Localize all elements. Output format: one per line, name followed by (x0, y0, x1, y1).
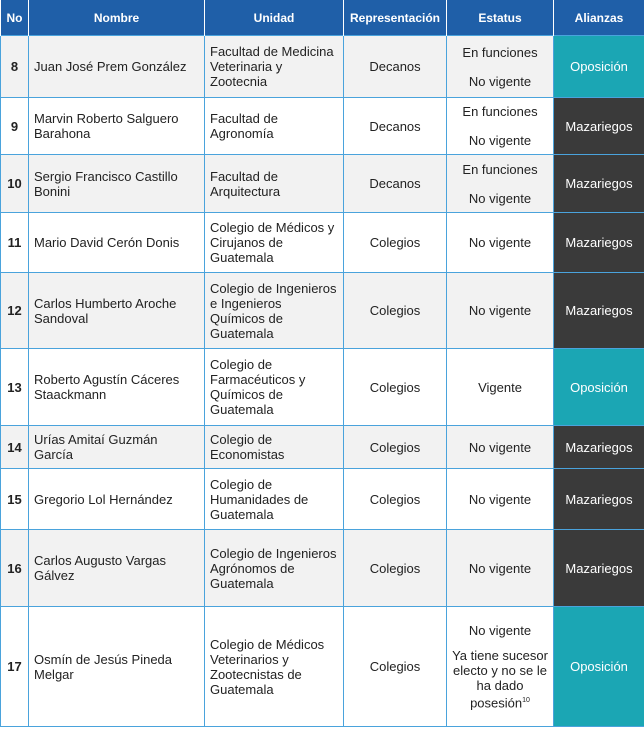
cell-representacion: Decanos (344, 98, 447, 155)
estatus-line: En funciones (462, 44, 538, 60)
cell-representacion: Colegios (344, 530, 447, 607)
table-row (1, 98, 644, 155)
estatus-line: Vigente (478, 379, 522, 395)
cell-unidad: Colegio de Ingenieros Agrónomos de Guatemala (205, 530, 344, 607)
cell-estatus (447, 273, 554, 349)
cell-no: 11 (1, 213, 29, 273)
cell-nombre: Carlos Humberto Aroche Sandoval (29, 273, 205, 349)
estatus-line: No vigente (468, 73, 532, 89)
estatus-line: No vigente (468, 133, 532, 148)
cell-representacion: Colegios (344, 426, 447, 469)
cell-unidad: Colegio de Humanidades de Guatemala (205, 469, 344, 530)
cell-representacion: Colegios (344, 469, 447, 530)
cell-nombre: Marvin Roberto Salguero Barahona (29, 98, 205, 155)
estatus-line: No vigente (468, 622, 532, 638)
estatus-line: No vigente (468, 560, 532, 576)
cell-alianza: Mazariegos (554, 155, 644, 213)
cell-unidad: Colegio de Economistas (205, 426, 344, 469)
cell-nombre: Mario David Cerón Donis (29, 213, 205, 273)
table-row (1, 213, 644, 273)
cell-representacion: Colegios (344, 273, 447, 349)
cell-nombre: Urías Amitaí Guzmán García (29, 426, 205, 469)
cell-alianza: Oposición (554, 349, 644, 426)
estatus-line: No vigente (468, 491, 532, 507)
cell-nombre: Roberto Agustín Cáceres Staackmann (29, 349, 205, 426)
estatus-line: No vigente (468, 235, 532, 250)
table-row (1, 36, 644, 98)
table-row (1, 349, 644, 426)
cell-estatus (447, 469, 554, 530)
cell-representacion: Colegios (344, 349, 447, 426)
header-estatus: Estatus (447, 0, 554, 36)
cell-estatus (447, 213, 554, 273)
table-row (1, 530, 644, 607)
table-row (1, 469, 644, 530)
header-row (1, 0, 644, 36)
cell-unidad: Facultad de Agronomía (205, 98, 344, 155)
cell-nombre: Sergio Francisco Castillo Bonini (29, 155, 205, 213)
cell-unidad: Colegio de Farmacéuticos y Químicos de Guatemala (205, 349, 344, 426)
cell-no: 16 (1, 530, 29, 607)
cell-nombre: Gregorio Lol Hernández (29, 469, 205, 530)
table-row (1, 273, 644, 349)
estatus-line: En funciones (462, 104, 538, 119)
cell-alianza: Mazariegos (554, 273, 644, 349)
cell-no: 17 (1, 607, 29, 727)
estatus-line: No vigente (468, 190, 532, 206)
header-alianzas: Alianzas (554, 0, 644, 36)
cell-no: 10 (1, 155, 29, 213)
cell-alianza: Mazariegos (554, 213, 644, 273)
cell-alianza: Mazariegos (554, 426, 644, 469)
cell-unidad: Colegio de Ingenieros e Ingenieros Químicos de Guatemala (205, 273, 344, 349)
header-no: No (1, 0, 29, 36)
cell-no: 13 (1, 349, 29, 426)
footnote-ref: 10 (522, 696, 530, 704)
cell-no: 15 (1, 469, 29, 530)
cell-representacion: Decanos (344, 36, 447, 98)
cell-alianza: Oposición (554, 36, 644, 98)
cell-no: 9 (1, 98, 29, 155)
cell-representacion: Colegios (344, 607, 447, 727)
cell-unidad: Colegio de Médicos Veterinarios y Zootecnistas de Guatemala (205, 607, 344, 727)
cell-unidad: Facultad de Arquitectura (205, 155, 344, 213)
cell-estatus (447, 98, 554, 155)
table-row (1, 155, 644, 213)
cell-alianza: Oposición (554, 607, 644, 727)
table-row (1, 607, 644, 727)
estatus-line: En funciones (462, 161, 538, 177)
cell-representacion: Decanos (344, 155, 447, 213)
cell-alianza: Mazariegos (554, 469, 644, 530)
estatus-line: No vigente (468, 303, 532, 318)
cell-representacion: Colegios (344, 213, 447, 273)
cell-unidad: Colegio de Médicos y Cirujanos de Guatemala (205, 213, 344, 273)
cell-no: 12 (1, 273, 29, 349)
cell-no: 14 (1, 426, 29, 469)
header-nombre: Nombre (29, 0, 205, 36)
cell-estatus (447, 155, 554, 213)
cell-nombre: Osmín de Jesús Pineda Melgar (29, 607, 205, 727)
cell-estatus (447, 426, 554, 469)
table-row (1, 426, 644, 469)
cell-unidad: Facultad de Medicina Veterinaria y Zootecnia (205, 36, 344, 98)
cell-alianza: Mazariegos (554, 530, 644, 607)
cell-estatus (447, 607, 554, 727)
cell-nombre: Juan José Prem González (29, 36, 205, 98)
cell-nombre: Carlos Augusto Vargas Gálvez (29, 530, 205, 607)
estatus-line: No vigente (468, 439, 532, 455)
cell-estatus (447, 349, 554, 426)
cell-estatus (447, 36, 554, 98)
cell-alianza: Mazariegos (554, 98, 644, 155)
estatus-note-line: Ya tiene sucesor electo y no se le ha dado posesión$^{10}$ (452, 647, 548, 711)
cell-estatus (447, 530, 554, 607)
header-unidad: Unidad (205, 0, 344, 36)
header-representacion: Representación (344, 0, 447, 36)
cell-no: 8 (1, 36, 29, 98)
